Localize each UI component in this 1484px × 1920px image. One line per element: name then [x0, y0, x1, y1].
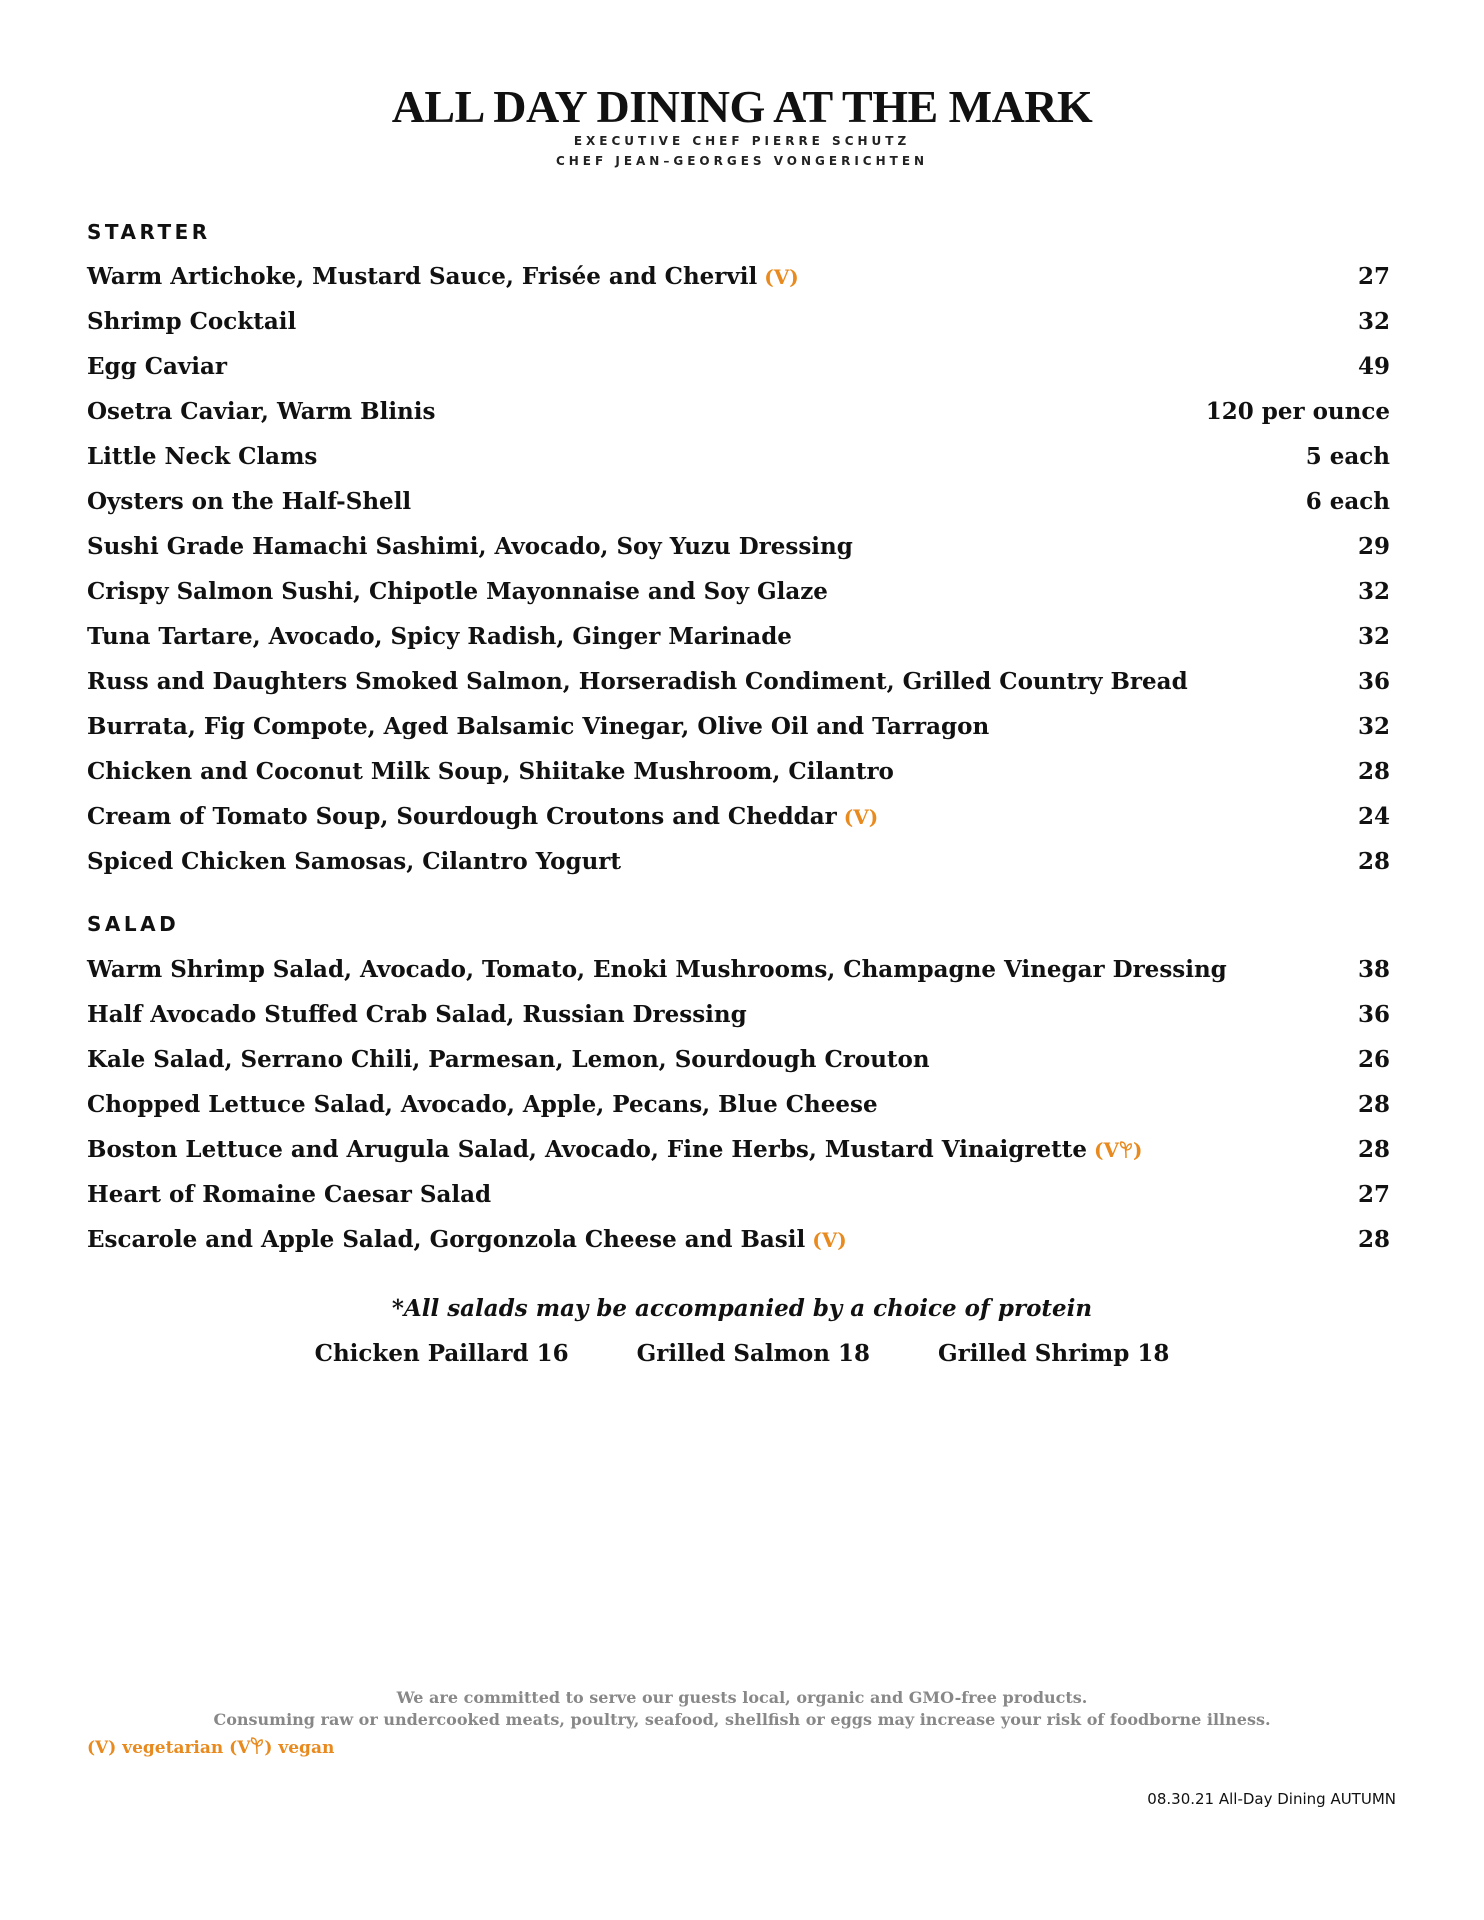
menu-item [87, 757, 1390, 802]
page-title: ALL DAY DINING AT THE MARK [391, 81, 1093, 132]
chef-line: CHEF JEAN–GEORGES VONGERICHTEN [555, 154, 929, 168]
menu-item-name: Half Avocado Stuffed Crab Salad, Russian Dressing [87, 1001, 747, 1028]
menu-item [87, 1000, 1390, 1045]
vegan-leaf-icon [1119, 1141, 1133, 1159]
menu-item-name: Sushi Grade Hamachi Sashimi, Avocado, Soy Yuzu Dressing [87, 533, 853, 560]
menu-item-price: 5 each [1305, 443, 1390, 470]
menu-item-price: 120 per ounce [1205, 398, 1390, 425]
menu-item [87, 1225, 1390, 1270]
menu-item-price: 28 [1357, 1091, 1390, 1118]
menu-item-name: Kale Salad, Serrano Chili, Parmesan, Lemon, Sourdough Crouton [87, 1046, 930, 1073]
menu-item-name: Chopped Lettuce Salad, Avocado, Apple, Pecans, Blue Cheese [87, 1091, 878, 1118]
menu-item-name: Spiced Chicken Samosas, Cilantro Yogurt [87, 848, 622, 875]
menu-item-name: Russ and Daughters Smoked Salmon, Horseradish Condiment, Grilled Country Bread [87, 668, 1188, 695]
menu-item-price: 36 [1357, 668, 1390, 695]
menu-item-price: 28 [1357, 1136, 1390, 1163]
menu-item-price: 28 [1357, 848, 1390, 875]
menu-item-name: Tuna Tartare, Avocado, Spicy Radish, Ginger Marinade [87, 623, 792, 650]
protein-option: Grilled Shrimp 18 [938, 1340, 1170, 1367]
menu-item [87, 712, 1390, 757]
legend-vegetarian: (V) vegetarian [87, 1738, 224, 1758]
menu-item-name: Burrata, Fig Compote, Aged Balsamic Vinegar, Olive Oil and Tarragon [87, 713, 990, 740]
menu-item [87, 802, 1390, 847]
vegan-tag: (V ) [1093, 1138, 1143, 1162]
sourcing-statement: We are committed to serve our guests local, organic and GMO-free products. [396, 1688, 1088, 1707]
menu-item-name: Shrimp Cocktail [87, 308, 297, 335]
menu-item-price: 32 [1357, 713, 1390, 740]
health-advisory: Consuming raw or undercooked meats, poultry, seafood, shellfish or eggs may increase your risk of foodborne illness. [213, 1710, 1271, 1729]
menu-item-price: 27 [1357, 1181, 1390, 1208]
menu-item-name: Warm Shrimp Salad, Avocado, Tomato, Enoki Mushrooms, Champagne Vinegar Dressing [87, 956, 1227, 983]
menu-item [87, 487, 1390, 532]
menu-item [87, 622, 1390, 667]
starter-heading: STARTER [87, 220, 211, 244]
menu-item-price: 28 [1357, 1226, 1390, 1253]
menu-item-name: Warm Artichoke, Mustard Sauce, Frisée and Chervil (V) [87, 263, 799, 290]
menu-version: 08.30.21 All-Day Dining AUTUMN [1147, 1790, 1396, 1808]
legend-vegan: (V ) vegan [229, 1738, 335, 1758]
vegetarian-tag: (V) [764, 265, 799, 289]
menu-item-name: Boston Lettuce and Arugula Salad, Avocado, Fine Herbs, Mustard Vinaigrette (V ) [87, 1136, 1143, 1163]
starter-list [87, 262, 1390, 892]
vegetarian-tag: (V) [812, 1228, 847, 1252]
dietary-legend [87, 1737, 334, 1759]
protein-option: Chicken Paillard 16 [314, 1340, 569, 1367]
menu-item-price: 32 [1357, 578, 1390, 605]
salad-list [87, 955, 1390, 1270]
menu-item [87, 955, 1390, 1000]
menu-item-price: 6 each [1305, 488, 1390, 515]
menu-item-price: 29 [1357, 533, 1390, 560]
vegetarian-tag: (V) [843, 805, 879, 829]
menu-item-price: 49 [1357, 353, 1390, 380]
menu-item-price: 32 [1357, 308, 1390, 335]
protein-option: Grilled Salmon 18 [636, 1340, 870, 1367]
menu-item [87, 1180, 1390, 1225]
salad-heading: SALAD [87, 912, 180, 936]
protein-note: *All salads may be accompanied by a choice of protein [391, 1295, 1093, 1322]
menu-item-price: 36 [1357, 1001, 1390, 1028]
menu-item [87, 352, 1390, 397]
menu-item-price: 32 [1357, 623, 1390, 650]
executive-chef-line: EXECUTIVE CHEF PIERRE SCHUTZ [573, 134, 911, 148]
menu-item [87, 1090, 1390, 1135]
protein-options [0, 1339, 1484, 1369]
menu-item-name: Osetra Caviar, Warm Blinis [87, 398, 436, 425]
menu-item-name: Heart of Romaine Caesar Salad [87, 1181, 492, 1208]
menu-item-name: Little Neck Clams [87, 443, 318, 470]
menu-item [87, 307, 1390, 352]
menu-item [87, 847, 1390, 892]
menu-item-name: Crispy Salmon Sushi, Chipotle Mayonnaise and Soy Glaze [87, 578, 828, 605]
menu-item-name: Escarole and Apple Salad, Gorgonzola Cheese and Basil (V) [87, 1226, 847, 1253]
menu-item-name: Cream of Tomato Soup, Sourdough Croutons and Cheddar (V) [87, 803, 879, 830]
menu-item-price: 26 [1357, 1046, 1390, 1073]
menu-item [87, 1135, 1390, 1180]
menu-item [87, 577, 1390, 622]
menu-item-name: Egg Caviar [87, 353, 228, 380]
menu-item-price: 27 [1357, 263, 1390, 290]
menu-item-name: Oysters on the Half-Shell [87, 488, 412, 515]
menu-item [87, 442, 1390, 487]
vegan-leaf-icon [250, 1737, 264, 1755]
menu-item-price: 28 [1357, 758, 1390, 785]
menu-item-price: 38 [1357, 956, 1390, 983]
menu-item-price: 24 [1357, 803, 1390, 830]
menu-item [87, 667, 1390, 712]
menu-item [87, 532, 1390, 577]
menu-item [87, 1045, 1390, 1090]
menu-item [87, 262, 1390, 307]
menu-item [87, 397, 1390, 442]
menu-item-name: Chicken and Coconut Milk Soup, Shiitake Mushroom, Cilantro [87, 758, 894, 785]
